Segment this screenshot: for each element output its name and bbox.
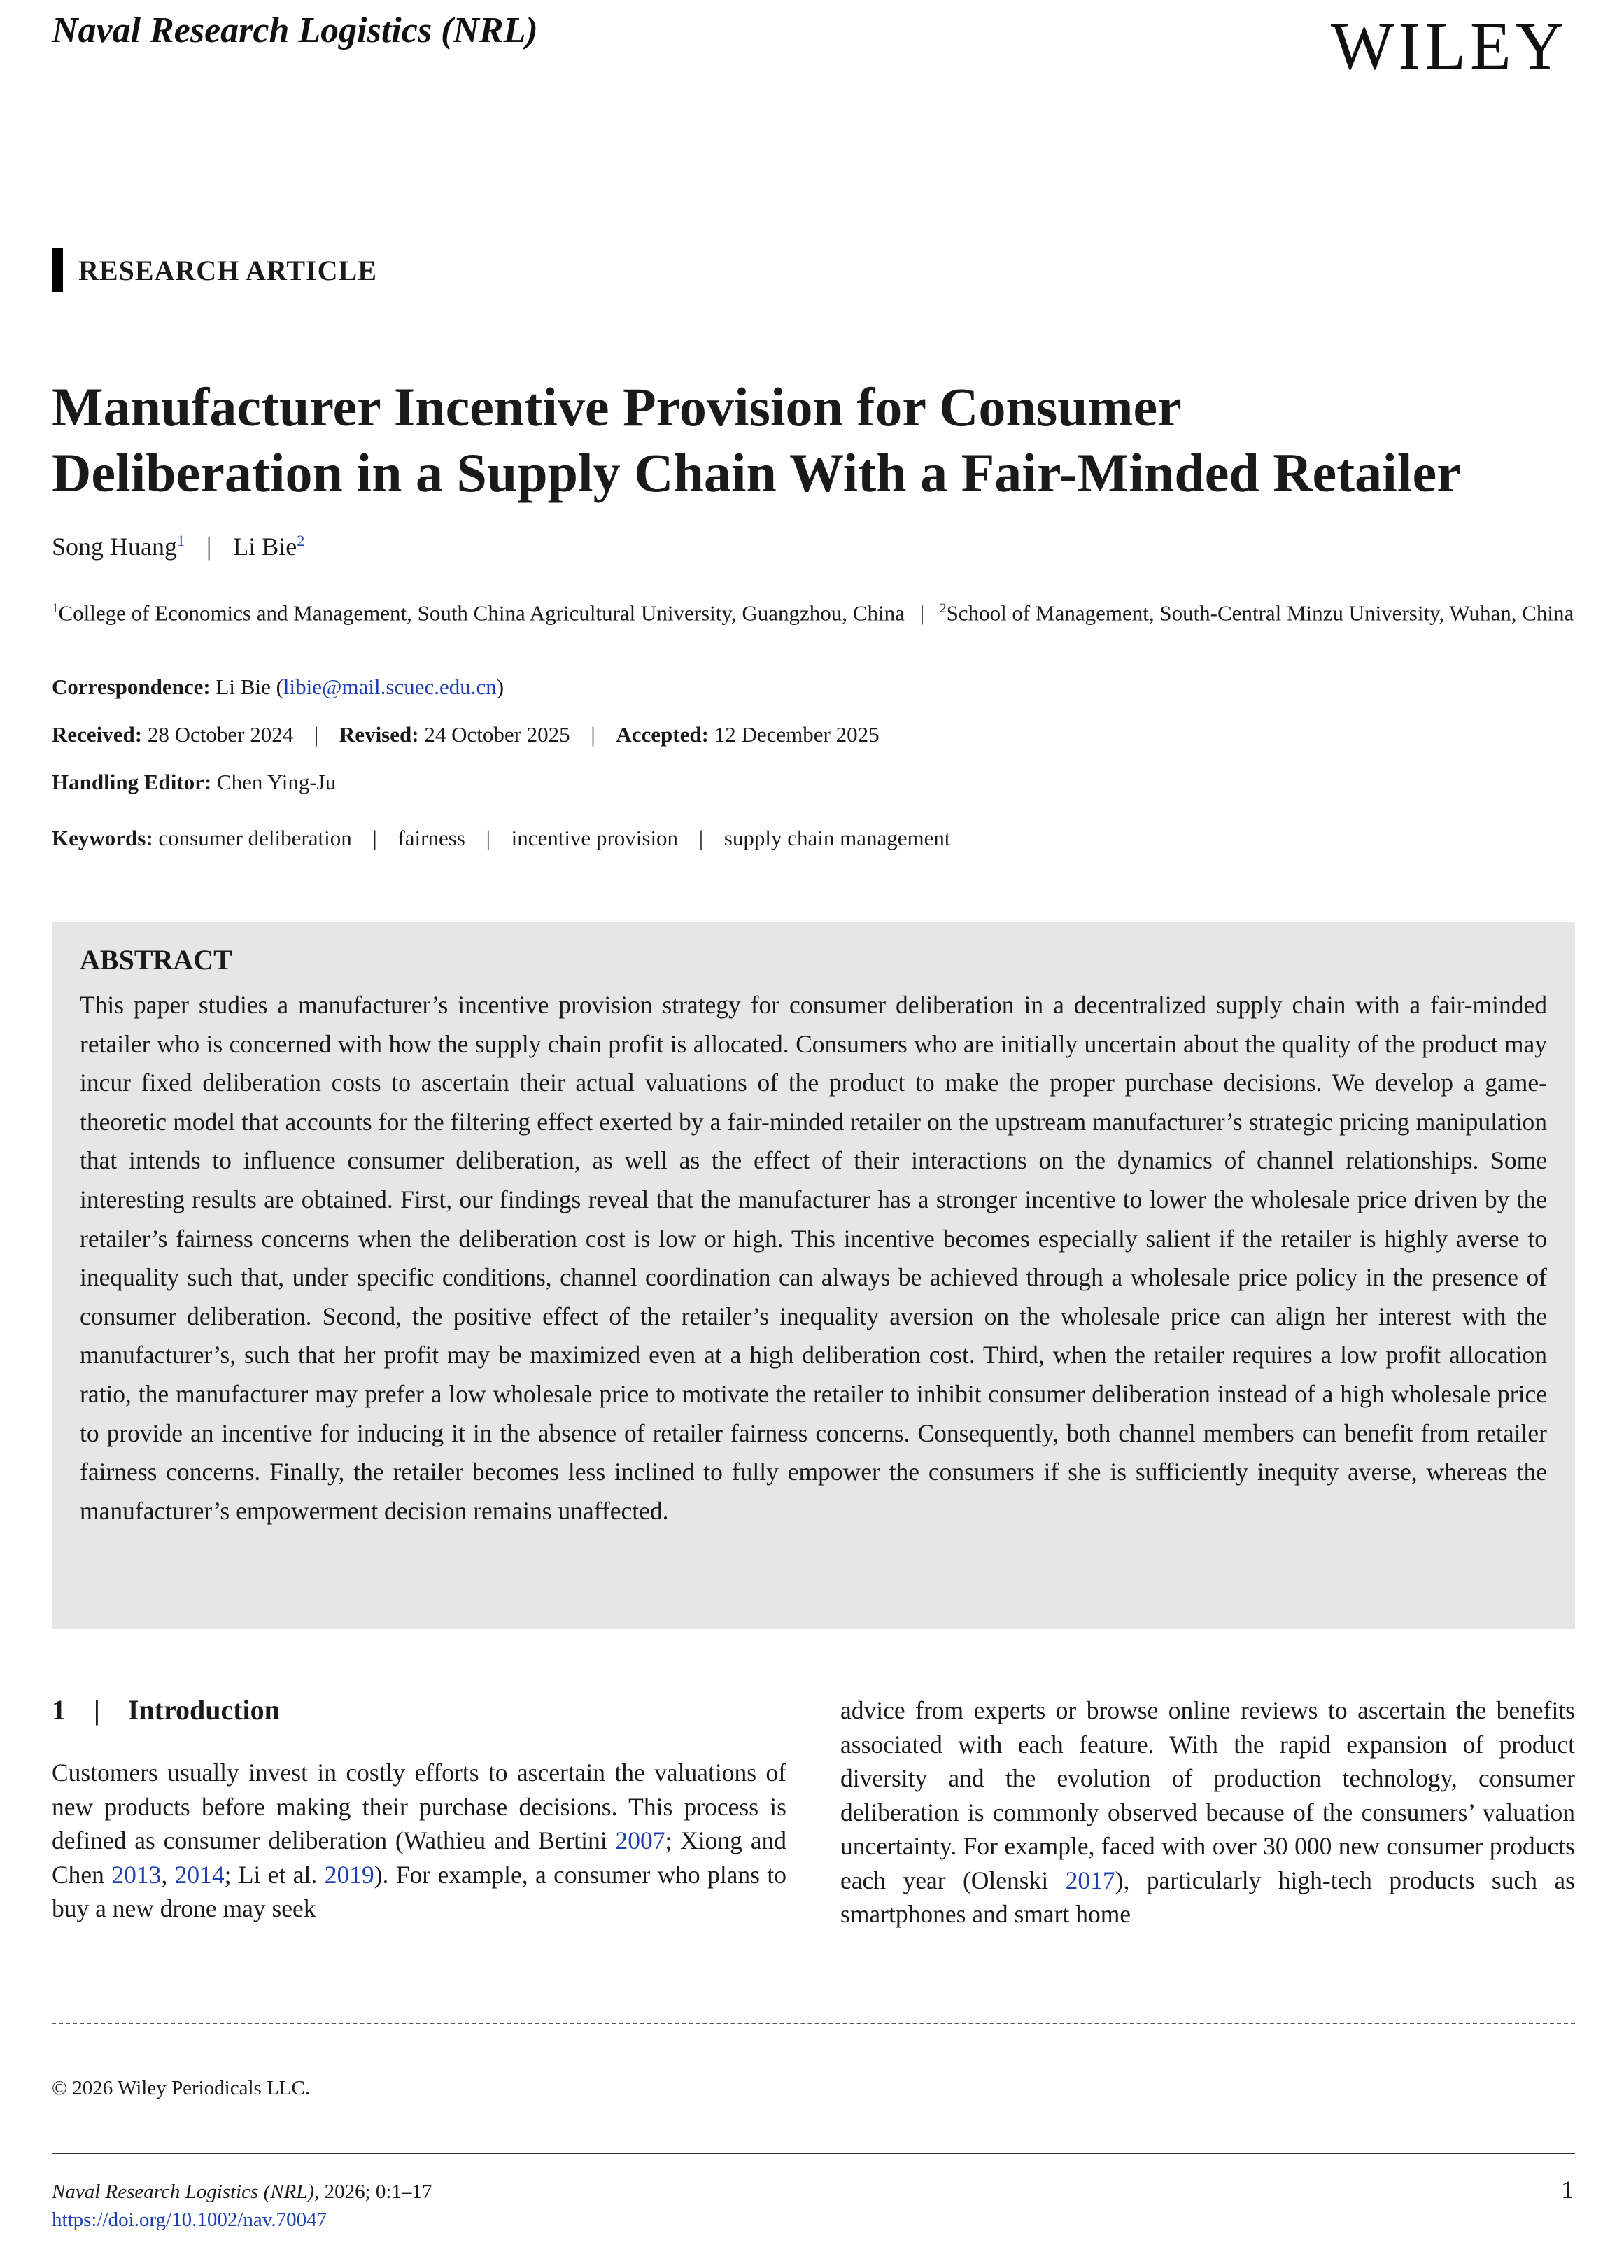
author-separator: |: [206, 533, 212, 561]
body-text: ; Xiong and Chen: [52, 1826, 786, 1889]
journal-name: Naval Research Logistics (NRL): [52, 10, 538, 50]
article-type: [52, 248, 377, 292]
received-date: 28 October 2024: [147, 722, 294, 747]
keyword-separator: |: [372, 826, 377, 850]
footer-citation: , 2026; 0:1–17: [314, 2181, 432, 2203]
affiliations: [52, 592, 1577, 630]
body-text: Customers usually invest in costly efforts to ascertain the valuations of new products before making their purchase decisions. This process is defined as consumer deliberation (Wathieu and Bertini: [52, 1759, 786, 1854]
date-separator: |: [313, 722, 319, 747]
body-paragraph: [840, 1693, 1575, 1931]
correspondence-email[interactable]: libie@mail.scuec.edu.cn: [283, 675, 497, 699]
received-label: Received:: [52, 722, 143, 747]
article-dates: [52, 722, 880, 747]
correspondence-label: Correspondence:: [52, 675, 211, 699]
keyword-separator: |: [486, 826, 490, 850]
revised-date: 24 October 2025: [424, 722, 570, 747]
body-text: ,: [161, 1860, 175, 1889]
citation-link[interactable]: 2013: [111, 1860, 162, 1889]
body-text: ; Li et al.: [224, 1860, 325, 1889]
editor-label: Handling Editor:: [52, 770, 212, 794]
author-name[interactable]: Song Huang: [52, 533, 177, 561]
section-title: Introduction: [127, 1694, 280, 1726]
author-affiliation-ref[interactable]: 1: [177, 532, 185, 549]
title-line-2: Deliberation in a Supply Chain With a Fair-Minded Retailer: [52, 442, 1461, 503]
section-separator: |: [94, 1694, 100, 1726]
citation-link[interactable]: 2017: [1065, 1866, 1115, 1894]
page-number: 1: [1561, 2176, 1574, 2204]
affiliation-separator: |: [919, 600, 925, 626]
author-name[interactable]: Li Bie: [233, 533, 297, 561]
author-affiliation-ref[interactable]: 2: [297, 532, 305, 549]
affiliation-1: College of Economics and Management, South China Agricultural University, Guangzhou, China: [58, 600, 905, 626]
citation-link[interactable]: 2014: [174, 1860, 225, 1889]
footer-journal: Naval Research Logistics (NRL): [52, 2181, 315, 2203]
keyword: supply chain management: [723, 826, 951, 850]
keyword: incentive provision: [511, 826, 679, 850]
section-heading: [52, 1693, 786, 1726]
body-column-left: [52, 1693, 786, 1926]
body-text: ). For example, a consumer who plans to buy a new drone may seek: [52, 1860, 787, 1922]
abstract-box: [52, 922, 1575, 1629]
doi-link[interactable]: https://doi.org/10.1002/nav.70047: [52, 2209, 327, 2231]
correspondence-close: ): [496, 675, 504, 699]
keyword: fairness: [397, 826, 465, 850]
affiliation-2: School of Management, South-Central Minzu University, Wuhan, China: [946, 600, 1574, 626]
body-paragraph: [52, 1756, 786, 1926]
copyright: © 2026 Wiley Periodicals LLC.: [52, 2077, 311, 2099]
author-list: [52, 532, 304, 561]
body-text: ), particularly high-tech products such as smartphones and smart home: [840, 1866, 1575, 1928]
citation-link[interactable]: 2007: [615, 1826, 665, 1854]
date-separator: |: [591, 722, 595, 747]
keyword: consumer deliberation: [158, 826, 352, 850]
article-title: [52, 374, 1577, 506]
section-number: 1: [52, 1694, 66, 1726]
publisher-logo: WILEY: [1330, 8, 1568, 83]
abstract-text: This paper studies a manufacturer’s incentive provision strategy for consumer deliberation in a decentralized supply chain with a fair-minded retailer who is concerned with how the supply chain profit is allocated. Consumers who are initially uncertain about the quality of the product may incur fixed deliberation costs to ascertain their actual valuations of the product to make the proper purchase decisions. We develop a game-theoretic model that accounts for the filtering effect exerted by a fair-minded retailer on the upstream manufacturer’s strategic pricing manipulation that intends to influence consumer deliberation, as well as the effect of their interactions on the dynamics of channel relationships. Some interesting results are obtained. First, our findings reveal that the manufacturer has a stronger incentive to lower the wholesale price driven by the retailer’s fairness concerns when the deliberation cost is low or high. This incentive becomes especially salient if the retailer is highly averse to inequality such that, under specific conditions, channel coordination can always be achieved through a wholesale price policy in the presence of consumer deliberation. Second, the positive effect of the retailer’s inequality aversion on the wholesale price can align her interest with the manufacturer’s, such that her profit may be maximized even at a high deliberation cost. Third, when the retailer requires a low profit allocation ratio, the manufacturer may prefer a low wholesale price to motivate the retailer to inhibit consumer deliberation instead of a high wholesale price to provide an incentive for inducing it in the absence of retailer fairness concerns. Consequently, both channel members can benefit from retailer fairness concerns. Finally, the retailer becomes less inclined to fully empower the consumers if she is sufficiently inequity averse, whereas the manufacturer’s empowerment decision remains unaffected.: [80, 991, 1547, 1525]
page-footer: [52, 2178, 432, 2234]
accepted-label: Accepted:: [616, 722, 709, 747]
article-type-marker: [52, 248, 63, 292]
accepted-date: 12 December 2025: [714, 722, 880, 747]
keywords: [52, 826, 950, 851]
footnote-divider: [52, 2023, 1575, 2024]
abstract-heading: ABSTRACT: [80, 944, 232, 975]
footer-rule: [52, 2153, 1575, 2154]
article-type-label: RESEARCH ARTICLE: [78, 254, 377, 286]
title-line-1: Manufacturer Incentive Provision for Consumer: [52, 376, 1182, 437]
correspondence: [52, 675, 504, 700]
editor-name: Chen Ying-Ju: [217, 770, 337, 794]
handling-editor: [52, 770, 336, 795]
affiliation-marker: 2: [940, 601, 947, 616]
keywords-label: Keywords:: [52, 826, 153, 850]
affiliation-marker: 1: [52, 601, 59, 616]
citation-link[interactable]: 2019: [324, 1860, 374, 1889]
revised-label: Revised:: [339, 722, 419, 747]
body-text: advice from experts or browse online reviews to ascertain the benefits associated with each feature. With the rapid expansion of product diversity and the evolution of production technology, consumer deliberation is commonly observed because of the consumers’ valuation uncertainty. For example, faced with over 30 000 new consumer products each year (Olenski: [840, 1696, 1575, 1894]
keyword-separator: |: [698, 826, 704, 850]
body-column-right: [840, 1693, 1575, 1931]
correspondence-name: Li Bie (: [216, 675, 283, 699]
